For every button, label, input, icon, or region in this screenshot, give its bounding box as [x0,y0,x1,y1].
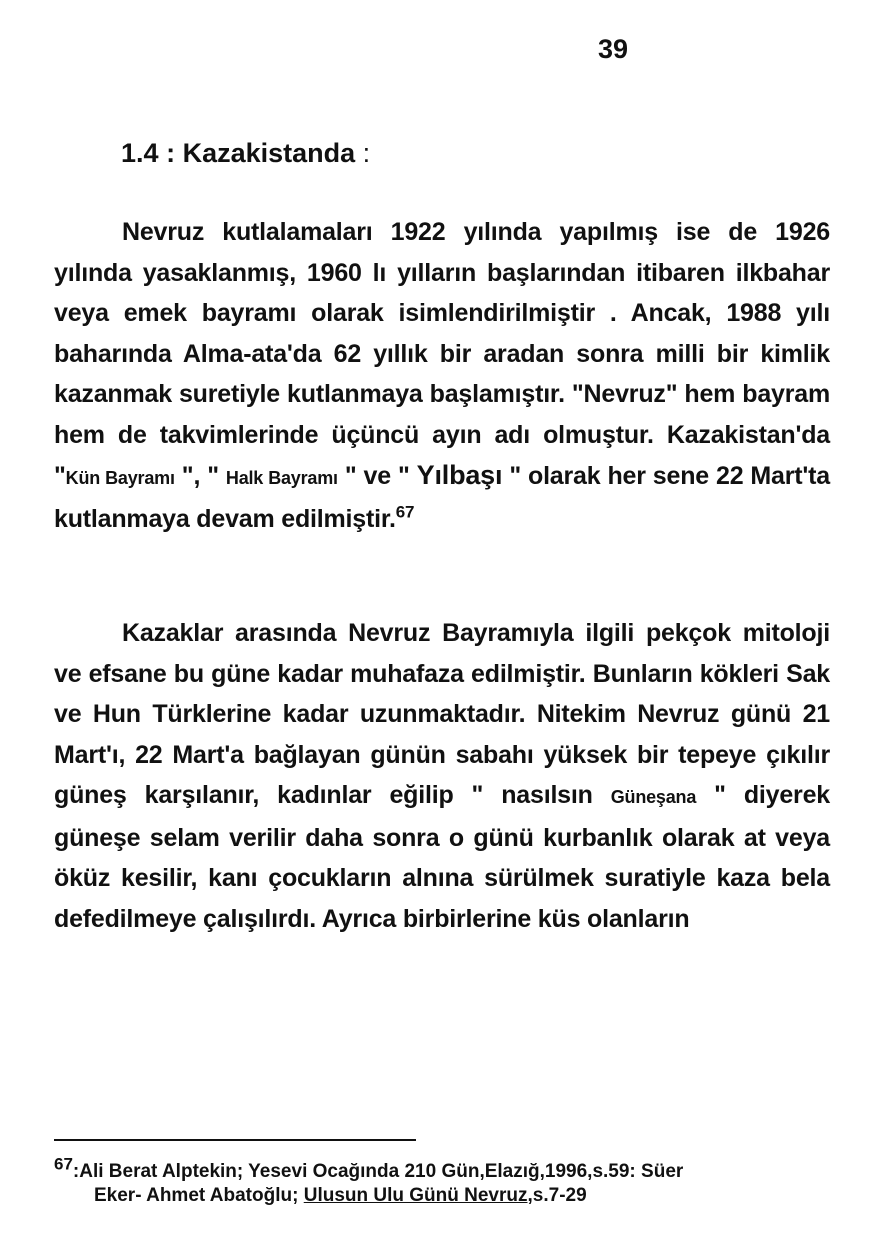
footnote-divider [54,1139,416,1141]
page-number: 39 [598,34,629,64]
term-yilbasi: Yılbaşı [416,460,503,490]
footnote-line2 [54,1184,844,1208]
paragraph1-text-1: Nevruz kutlalamaları 1922 yılında yapılmış ise de 1926 yılında yasaklanmış, 1960 lı yılların başlarından itibaren ilkbahar veya emek bayramı olarak isimlendirilmiştir . Ancak, 1988 yılı baharında Alma-ata'da 62 yıllık bir aradan sonra milli bir kimlik kazanmak suretiyle kutlanmaya başlamıştır. "Nevruz" hem bayram hem de takvimlerinde üçüncü ayın adı olmuştur. Kazakistan'da " [54,218,830,490]
footnote-line2-prefix: Eker- Ahmet Abatoğlu; [94,1185,304,1206]
section-title: Kazakistanda [182,138,356,168]
section-heading [121,138,370,169]
section-number: 1.4 [121,138,159,168]
footnote-line1: :Ali Berat Alptekin; Yesevi Ocağında 210 Gün,Elazığ,1996,s.59: Süer [72,1161,684,1182]
paragraph1-text-2: ", " [174,462,226,490]
heading-trailing-colon: : [362,138,371,168]
paragraph1-text-4: " olarak her sene 22 Mart'ta kutlanmaya devam edilmiştir. [54,462,830,533]
paragraph-kazak-mitoloji [54,613,830,939]
heading-separator: : [166,138,176,168]
paragraph-nevruz-kazakistan [54,212,830,539]
footnote-number: 67 [54,1154,73,1174]
footnote-reference: 67 [395,502,415,522]
term-kun-bayrami: Kün Bayramı [65,468,175,488]
footnote-book-title: Ulusun Ulu Günü Nevruz [303,1185,528,1206]
term-gunesana: Güneşana [610,787,697,807]
footnote-line2-suffix: ,s.7-29 [527,1185,587,1206]
paragraph1-text-3: " ve " [337,462,417,490]
footnote [54,1154,844,1208]
term-halk-bayrami: Halk Bayramı [225,468,338,488]
paragraph2-text-2: " diyerek güneşe selam verilir daha sonra o günü kurbanlık olarak at veya öküz kesilir, kanı çocukların alnına sürülmek suratiyle kaza bela defedilmeye çalışılırdı. Ayrıca birbirlerine küs olanların [54,781,830,933]
paragraph2-text-1: Kazaklar arasında Nevruz Bayramıyla ilgili pekçok mitoloji ve efsane bu güne kadar muhafaza edilmiştir. Bunların kökleri Sak ve Hun Türklerine kadar uzunmaktadır. Nitekim Nevruz günü 21 Mart'ı, 22 Mart'a bağlayan günün sabahı yüksek bir tepeye çıkılır güneş karşılanır, kadınlar eğilip " nasılsın [54,619,830,809]
